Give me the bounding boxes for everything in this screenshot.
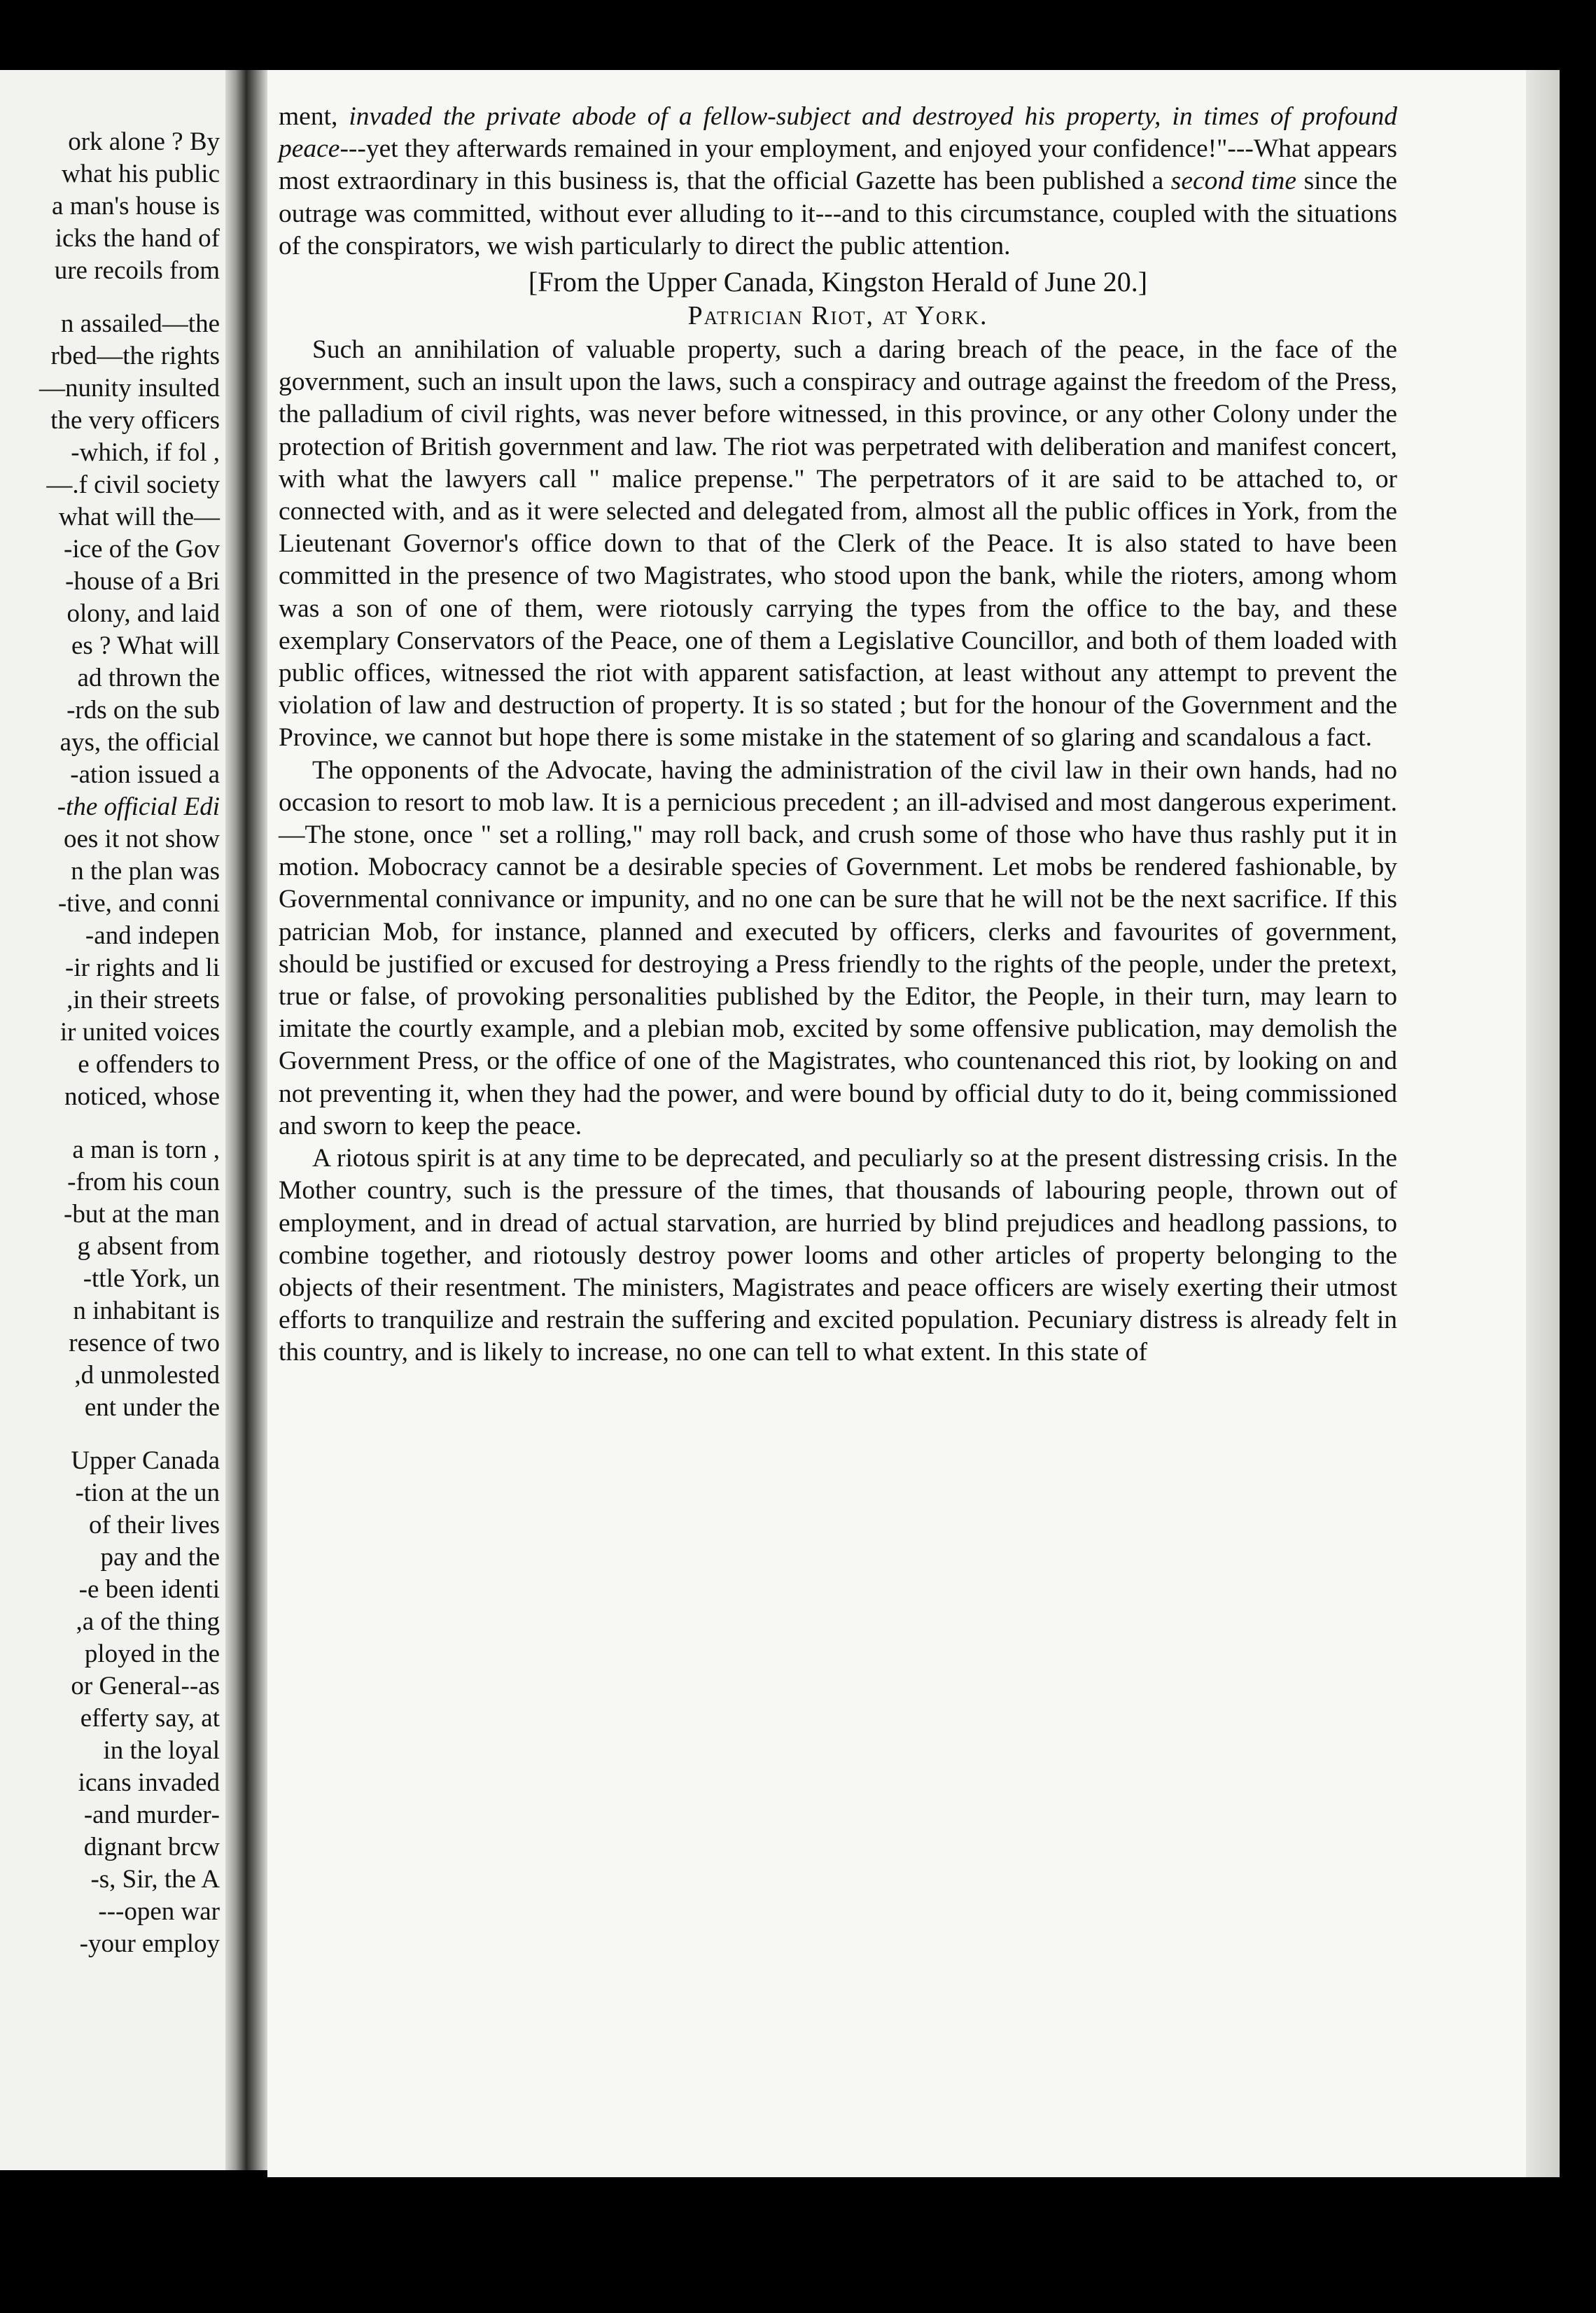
left-line: a man's house is	[52, 192, 220, 221]
left-cropped-column	[0, 70, 225, 2170]
left-line: n assailed—the	[60, 309, 220, 338]
left-line: a of the thing,	[76, 1607, 220, 1636]
intro-italic-text: second time	[1170, 167, 1297, 196]
left-line: noticed, whose	[64, 1082, 220, 1111]
left-line: ork alone ? By	[68, 127, 220, 156]
left-line: of their lives	[88, 1511, 220, 1539]
left-line: and indepen-	[85, 921, 220, 950]
left-line: icks the hand of	[55, 224, 220, 253]
left-line: the official Edi-	[57, 792, 220, 821]
left-line: resence of two	[69, 1329, 220, 1357]
left-line: open war---	[98, 1897, 220, 1926]
scan-border	[1560, 70, 1596, 2177]
left-line: rbed—the rights	[50, 342, 220, 370]
left-line: from his coun-	[67, 1168, 220, 1196]
left-line: in their streets,	[66, 986, 220, 1014]
left-line: rds on the sub-	[66, 696, 220, 725]
intro-text: ---yet they afterwards remained in your employment, and enjoyed your confidence!"---What appears most extraordinary in this business is, that the official Gazette has been published a	[279, 134, 1397, 196]
article-paragraph: The opponents of the Advocate, having the administration of the civil law in their own hands, had no occasion to resort to mob law. It is a pernicious precedent ; an ill-advised and most dangerous experiment.—The stone, once " set a rolling," may roll back, and crush some of those who have thus rashly put it in motion. Mobocracy cannot be a desirable species of Government. Let mobs be rendered fashionable, by Governmental connivance or impunity, and no one can be sure that he will not be the next sacrifice. If this patrician Mob, for instance, planned and executed by officers, clerks and favourites of government, should be justified or excused for destroying a Press friendly to the rights of the people, under the pretext, true or false, of provoking personalities published by the Editor, the People, in their turn, may learn to imitate the courtly example, and a plebian mob, excited by some offensive publication, may demolish the Government Press, or the office of one of the Magistrates, who countenanced this riot, by looking on and not preventing it, when they had the power, and were bound by official duty to do it, being commissioned and sworn to keep the peace.	[279, 755, 1397, 1140]
left-line: oes it not show	[63, 825, 220, 853]
page-fold-gutter	[225, 70, 267, 2170]
left-line: ir rights and li-	[65, 953, 220, 982]
intro-text: ment,	[279, 102, 349, 131]
left-line: n the plan was	[71, 857, 220, 886]
left-line: ployed in the	[84, 1640, 220, 1668]
left-line: ad thrown the	[77, 664, 220, 692]
left-line: tion at the un-	[75, 1479, 220, 1507]
left-line: house of a Bri-	[65, 567, 220, 596]
page-right-edge	[1526, 70, 1560, 2177]
left-line: g absent from	[77, 1232, 220, 1261]
left-line: in the loyal	[103, 1736, 220, 1765]
left-line: nunity insulted—	[39, 374, 220, 403]
left-line: ttle York, un-	[83, 1264, 220, 1293]
article-paragraph: Such an annihilation of valuable property, such a daring breach of the peace, in the face of the government, such an insult upon the laws, such a conspiracy and outrage against the freedom of the Press, the palladium of civil rights, was never before witnessed, in this province, or any other Colony under the protection of British government and law. The riot was perpetrated with deliberation and manifest concert, with what the lawyers call " malice prepense." The perpetrators of it are said to be attached to, or connected with, and as it were selected and delegated from, almost all the public offices in York, from the Lieutenant Governor's office down to that of the Clerk of the Peace. It is also stated to have been committed in the presence of two Magistrates, who stood upon the bank, while the rioters, among whom was a son of one of them, were riotously carrying the types from the office to the bay, and these exemplary Conservators of the Peace, one of them a Legislative Councillor, and both of them loaded with public offices, witnessed the riot with apparent satisfaction, at least without any attempt to prevent the violation of law and destruction of property. It is so stated ; but for the honour of the Government and the Province, we cannot but hope there is some mistake in the statement of so glaring and scandalous a fact.	[279, 335, 1397, 753]
left-line: or General--as	[71, 1672, 220, 1700]
left-line: tive, and conni-	[57, 889, 220, 918]
left-line: but at the man-	[64, 1200, 220, 1229]
left-line: the very officers	[50, 406, 220, 435]
left-line: olony, and laid	[66, 599, 220, 628]
left-line: Upper Canada	[71, 1446, 220, 1475]
article-paragraph: A riotous spirit is at any time to be deprecated, and peculiarly so at the present distressing crisis. In the Mother country, such is the pressure of the times, that thousands of labouring people, thrown out of employment, and in dread of actual starvation, are hurried by blind prejudices and headlong passions, to combine together, and riotously destroy power looms and other articles of property belonging to the objects of their resentment. The ministers, Magistrates and peace officers are wisely exerting their utmost efforts to tranquilize and restrain the suffering and excited population. Pecuniary distress is already felt in this country, and is likely to increase, no one can tell to what extent. In this state of	[279, 1144, 1397, 1367]
article-body	[279, 101, 1397, 1369]
main-page	[267, 70, 1526, 2177]
left-line: e been identi-	[78, 1575, 220, 1604]
left-line: your employ-	[79, 1929, 220, 1958]
left-line: ice of the Gov-	[64, 535, 220, 564]
left-line: pay and the	[100, 1543, 220, 1572]
left-column-text	[0, 126, 225, 1960]
left-line: d unmolested,	[74, 1361, 220, 1390]
article-title: Patrician Riot, at York.	[687, 301, 988, 331]
intro-italic-text: invaded the private abode of a fellow-subject and destroyed his property, in times of profound peace	[279, 102, 1397, 164]
left-line: ir united voices	[59, 1018, 220, 1047]
left-line: ure recoils from	[54, 256, 220, 285]
intro-paragraph	[279, 101, 1397, 263]
left-line: e offenders to	[78, 1050, 220, 1079]
left-line: n inhabitant is	[73, 1297, 220, 1325]
left-line: -and murder-	[83, 1801, 220, 1829]
left-line: ent under the	[84, 1393, 220, 1422]
left-line: ation issued a-	[70, 760, 220, 789]
intro-text: since the outrage was committed, without ever alluding to it---and to this circumstance, coupled with the situations of the conspirators, we wish particularly to direct the public attention.	[279, 167, 1397, 260]
left-line: icans invaded	[78, 1768, 220, 1797]
left-line: efferty say, at	[80, 1704, 220, 1733]
left-line: dignant brcw	[83, 1833, 220, 1861]
left-line: what his public	[61, 160, 220, 188]
left-line: f civil society.—	[46, 470, 220, 499]
left-line: ays, the official	[59, 728, 220, 757]
left-line: , a man is torn	[72, 1135, 220, 1164]
left-line: s, Sir, the A-	[90, 1865, 220, 1894]
source-heading: [From the Upper Canada, Kingston Herald of June 20.]	[528, 266, 1148, 298]
left-line: es ? What will	[71, 631, 220, 660]
left-line: , which, if fol-	[71, 438, 220, 467]
left-line: —what will the	[58, 503, 220, 531]
